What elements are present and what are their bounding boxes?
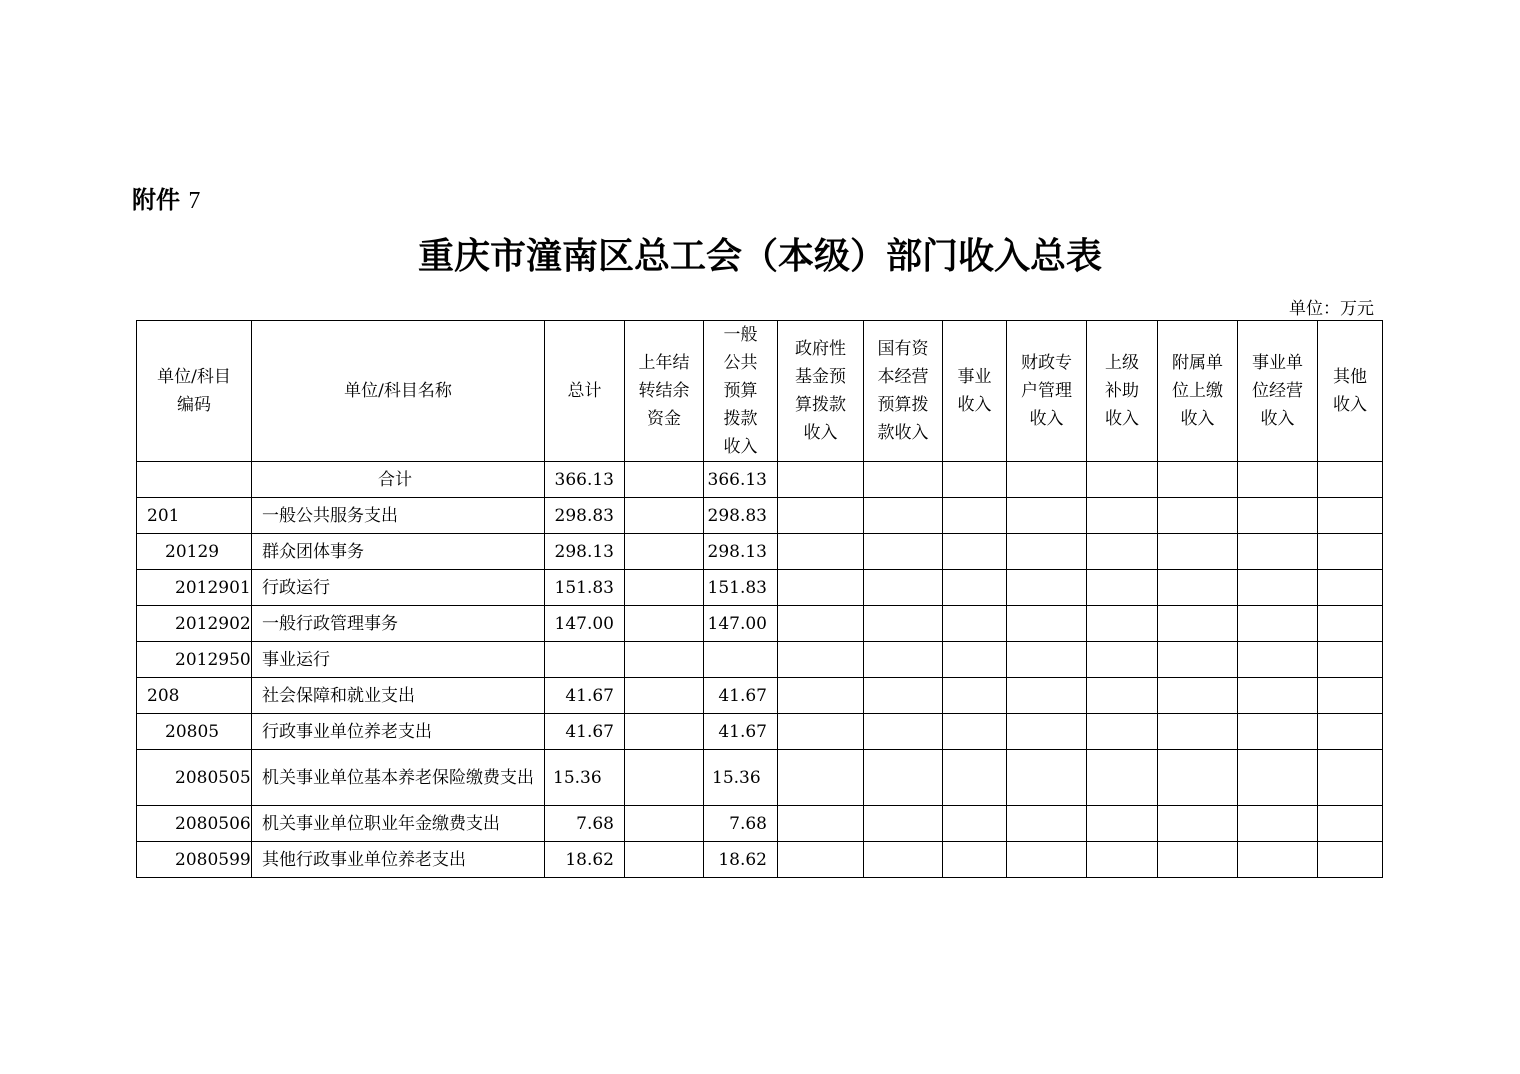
empty-cell [1238,462,1318,498]
page-title: 重庆市潼南区总工会（本级）部门收入总表 [417,235,1102,277]
empty-cell [943,806,1007,842]
empty-cell [1007,678,1087,714]
empty-cell [778,842,864,878]
table-row [137,570,1383,606]
empty-cell [1087,606,1158,642]
empty-cell [1087,678,1158,714]
empty-cell [1158,714,1238,750]
general-cell: 15.36 [704,750,778,806]
empty-cell [1087,806,1158,842]
empty-cell [778,462,864,498]
header-cell: 事业单 位经营 收入 [1238,321,1318,462]
header-cell: 上年结 转结余 资金 [625,321,704,462]
attachment-label [132,180,200,215]
empty-cell [1318,606,1383,642]
total-cell: 298.83 [545,498,625,534]
total-cell: 41.67 [545,678,625,714]
total-cell: 15.36 [545,750,625,806]
empty-cell [1158,462,1238,498]
carryover-cell [625,642,704,678]
empty-cell [778,678,864,714]
empty-cell [1007,534,1087,570]
empty-cell [1007,750,1087,806]
total-cell: 7.68 [545,806,625,842]
empty-cell [1318,462,1383,498]
empty-cell [864,806,943,842]
empty-cell [1087,714,1158,750]
empty-cell [1318,678,1383,714]
empty-cell [778,714,864,750]
table-row [137,534,1383,570]
code-cell: 20805 [137,714,252,750]
empty-cell [1158,534,1238,570]
empty-cell [1158,750,1238,806]
empty-cell [1087,750,1158,806]
general-cell: 18.62 [704,842,778,878]
empty-cell [943,642,1007,678]
table-body [137,462,1383,878]
empty-cell [943,534,1007,570]
empty-cell [1238,750,1318,806]
empty-cell [778,750,864,806]
carryover-cell [625,570,704,606]
empty-cell [1087,642,1158,678]
empty-cell [778,570,864,606]
code-cell: 20129 [137,534,252,570]
table-row [137,642,1383,678]
carryover-cell [625,498,704,534]
table-row [137,750,1383,806]
code-cell: 2012901 [137,570,252,606]
empty-cell [1238,678,1318,714]
empty-cell [1158,806,1238,842]
table-row [137,842,1383,878]
header-cell: 上级 补助 收入 [1087,321,1158,462]
header-cell: 单位/科目 编码 [137,321,252,462]
empty-cell [943,750,1007,806]
carryover-cell [625,462,704,498]
empty-cell [1318,806,1383,842]
empty-cell [1238,570,1318,606]
carryover-cell [625,534,704,570]
empty-cell [1318,750,1383,806]
empty-cell [1007,462,1087,498]
general-cell: 298.13 [704,534,778,570]
header-cell: 财政专 户管理 收入 [1007,321,1087,462]
table-row [137,498,1383,534]
name-cell: 合计 [252,462,545,498]
empty-cell [1318,714,1383,750]
header-cell: 政府性 基金预 算拨款 收入 [778,321,864,462]
name-cell: 其他行政事业单位养老支出 [252,842,545,878]
code-cell: 2080506 [137,806,252,842]
empty-cell [864,570,943,606]
name-cell: 社会保障和就业支出 [252,678,545,714]
empty-cell [943,570,1007,606]
header-cell: 附属单 位上缴 收入 [1158,321,1238,462]
general-cell: 147.00 [704,606,778,642]
header-cell: 单位/科目名称 [252,321,545,462]
total-cell: 147.00 [545,606,625,642]
empty-cell [943,462,1007,498]
empty-cell [864,534,943,570]
general-cell [704,642,778,678]
empty-cell [1238,806,1318,842]
empty-cell [1007,498,1087,534]
income-table [136,320,1383,878]
empty-cell [1158,842,1238,878]
empty-cell [778,534,864,570]
empty-cell [1007,806,1087,842]
name-cell: 机关事业单位职业年金缴费支出 [252,806,545,842]
empty-cell [864,750,943,806]
total-cell: 18.62 [545,842,625,878]
empty-cell [1318,534,1383,570]
empty-cell [943,606,1007,642]
empty-cell [1087,498,1158,534]
empty-cell [778,806,864,842]
empty-cell [1087,570,1158,606]
empty-cell [1087,534,1158,570]
attachment-number: 7 [188,188,201,214]
empty-cell [1238,714,1318,750]
empty-cell [1007,606,1087,642]
empty-cell [943,842,1007,878]
empty-cell [778,498,864,534]
empty-cell [1238,642,1318,678]
empty-cell [1318,570,1383,606]
empty-cell [1087,462,1158,498]
general-cell: 41.67 [704,714,778,750]
table-row [137,606,1383,642]
empty-cell [778,642,864,678]
code-cell: 2012950 [137,642,252,678]
empty-cell [864,498,943,534]
carryover-cell [625,750,704,806]
carryover-cell [625,606,704,642]
empty-cell [864,714,943,750]
carryover-cell [625,714,704,750]
name-cell: 行政运行 [252,570,545,606]
empty-cell [1238,534,1318,570]
empty-cell [943,714,1007,750]
attachment-text: 附件 [132,186,180,214]
name-cell: 事业运行 [252,642,545,678]
general-cell: 41.67 [704,678,778,714]
empty-cell [1158,498,1238,534]
empty-cell [864,606,943,642]
empty-cell [1007,642,1087,678]
table-row [137,678,1383,714]
empty-cell [1238,498,1318,534]
empty-cell [1318,498,1383,534]
total-cell [545,642,625,678]
code-cell: 208 [137,678,252,714]
table-header-row [137,321,1383,462]
unit-label: 单位：万元 [1289,299,1374,319]
empty-cell [943,498,1007,534]
total-cell: 151.83 [545,570,625,606]
code-cell: 2080505 [137,750,252,806]
name-cell: 一般行政管理事务 [252,606,545,642]
name-cell: 行政事业单位养老支出 [252,714,545,750]
code-cell: 2012902 [137,606,252,642]
empty-cell [1158,642,1238,678]
total-cell: 366.13 [545,462,625,498]
general-cell: 7.68 [704,806,778,842]
name-cell: 一般公共服务支出 [252,498,545,534]
table-row [137,462,1383,498]
general-cell: 366.13 [704,462,778,498]
general-cell: 151.83 [704,570,778,606]
total-cell: 41.67 [545,714,625,750]
empty-cell [1007,842,1087,878]
empty-cell [1158,570,1238,606]
carryover-cell [625,842,704,878]
header-cell: 其他 收入 [1318,321,1383,462]
empty-cell [1238,606,1318,642]
code-cell: 2080599 [137,842,252,878]
empty-cell [1238,842,1318,878]
name-cell: 机关事业单位基本养老保险缴费支出 [252,750,545,806]
empty-cell [864,642,943,678]
empty-cell [1087,842,1158,878]
empty-cell [1158,606,1238,642]
total-cell: 298.13 [545,534,625,570]
empty-cell [1007,714,1087,750]
empty-cell [778,606,864,642]
table-row [137,806,1383,842]
empty-cell [943,678,1007,714]
name-cell: 群众团体事务 [252,534,545,570]
header-cell: 总计 [545,321,625,462]
empty-cell [864,842,943,878]
carryover-cell [625,678,704,714]
code-cell [137,462,252,498]
header-cell: 国有资 本经营 预算拨 款收入 [864,321,943,462]
empty-cell [864,462,943,498]
table-row [137,714,1383,750]
empty-cell [1318,842,1383,878]
carryover-cell [625,806,704,842]
empty-cell [864,678,943,714]
header-cell: 一般 公共 预算 拨款 收入 [704,321,778,462]
empty-cell [1007,570,1087,606]
general-cell: 298.83 [704,498,778,534]
header-cell: 事业 收入 [943,321,1007,462]
code-cell: 201 [137,498,252,534]
empty-cell [1318,642,1383,678]
empty-cell [1158,678,1238,714]
